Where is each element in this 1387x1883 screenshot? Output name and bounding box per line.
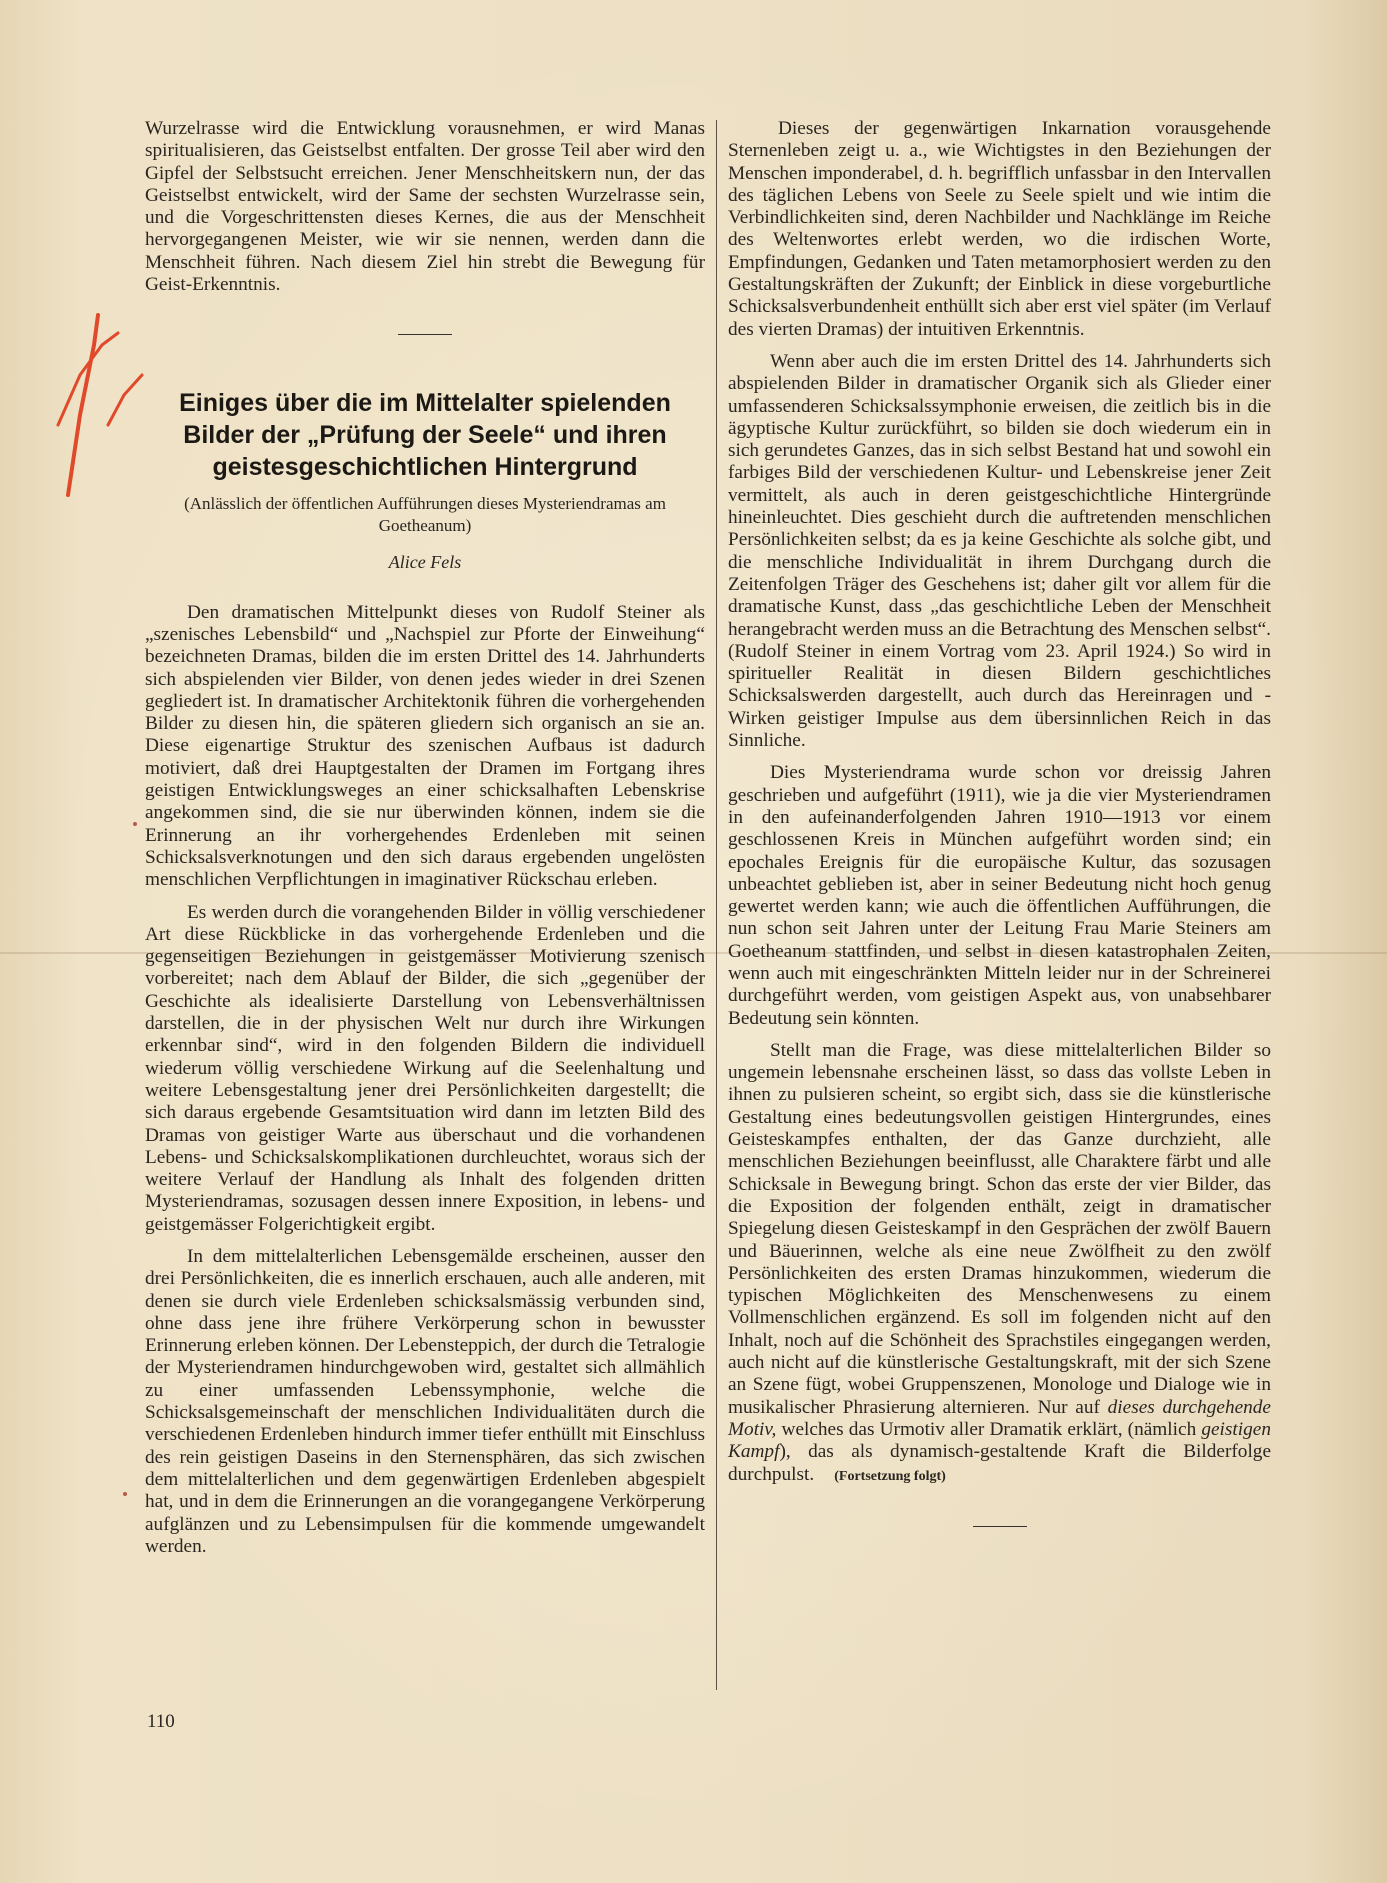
intro-paragraph: Wurzelrasse wird die Entwicklung vorausnehmen, er wird Manas spiritualisieren, das Geistselbst entfalten. Der grosse Teil aber wird den Gipfel der Selbstsucht erreichen. Jener Menschheitskern nun, der das Geistselbst entwickelt, wird der Same der sechsten Wurzelrasse sein, und die Vorgeschrittensten dieses Kernes, die aus der Menschheit hervorgegangenen Meister, wie wir sie nennen, werden dann die Menschheit führen. Nach diesem Ziel hin strebt die Bewegung für Geist-Erkenntnis. (145, 118, 705, 296)
left-column (145, 118, 705, 1558)
text-run: ), das als dynamisch-gestaltende Kraft die Bilderfolge durchpulst. (728, 1441, 1271, 1485)
red-pencil-mark (50, 305, 160, 505)
section-divider (398, 334, 452, 335)
article-author: Alice Fels (388, 552, 462, 573)
emphasis-kampf: geistigen Kampf (728, 1418, 1271, 1463)
continuation-note: (Fortsetzung folgt) (834, 1468, 946, 1484)
text-run: welches das Urmotiv aller Dramatik erklärt, (nämlich (781, 1418, 1197, 1440)
body-paragraph: Wenn aber auch die im ersten Drittel des 14. Jahrhunderts sich abspielenden Bilder in dramatischer Organik sich als Glieder einer umfassenderen Schicksalssymphonie erweisen, die zeitlich bis in die ägyptische Kultur zurückführt, so bilden sie doch wiederum ein in sich gerundetes Ganzes, das in sich selbst Bestand hat und sowohl ein farbiges Bild der verschiedenen Kultur- und Lebenskreise jener Zeit vermittelt, als auch in deren geistgeschichtliche Hintergründe hineinleuchtet. Dies geschieht durch die auftretenden menschlichen Persönlichkeiten selbst; da es ja keine Geschichte als solche gibt, und die menschliche Individualität in ihrem Durchgang durch die Zeitenfolgen Träger des Geschehens ist; daher gilt vor allem für die dramatische Kunst, dass „das geschichtliche Leben der Menschheit herangebracht werden muss an die Betrachtung des Menschen selbst“. (Rudolf Steiner in einem Vortrag vom 23. April 1924.) So wird in spiritueller Realität in diesen Bildern geschichtliches Schicksalswerden dargestellt, auch durch das Hereinragen und -Wirken geistiger Impulse aus dem übersinnlichen Reich in das Sinnliche. (728, 350, 1271, 752)
article-title: Einiges über die im Mittelalter spielenden Bilder der „Prüfung der Seele“ und ihren geistesgeschichtlichen Hintergrund (179, 389, 671, 482)
body-paragraph: Dieses der gegenwärtigen Inkarnation vorausgehende Sternenleben zeigt u. a., wie Wichtigstes in den Beziehungen der Menschen imponderabel, d. h. begrifflich unfassbar in den Intervallen des täglichen Lebens von Seele zu Seele spielt und wie intim die Verbindlichkeiten sind, deren Nachbilder und Nachklänge im Reiche des Weltenwortes erlebt werden, wo die irdischen Worte, Empfindungen, Gedanken und Taten metamorphosiert werden zu den Gestaltungskräften der Zukunft; der Einblick in diese vorgeburtliche Schicksalsverbundenheit enthüllt sich aber erst viel später (im Verlauf des vierten Dramas) der intuitiven Erkenntnis. (728, 118, 1271, 340)
article-subtitle: (Anlässlich der öffentlichen Aufführungen dieses Mysteriendramas am Goetheanum) (184, 494, 666, 536)
body-paragraph: Den dramatischen Mittelpunkt dieses von Rudolf Steiner als „szenisches Lebensbild“ und „Nachspiel zur Pforte der Einweihung“ bezeichneten Dramas, bilden die im ersten Drittel des 14. Jahrhunderts sich abspielenden vier Bilder, von denen jedes wieder in drei Szenen gegliedert ist. In dramatischer Architektonik führen die vorhergehenden Bilder zu diesen hin, die späteren gliedern sich organisch an sie an. Diese eigenartige Struktur des szenischen Aufbaus ist dadurch motiviert, daß drei Hauptgestalten der Dramen im Fortgang ihres geistigen Entwicklungsweges an einer schicksalhaften Lebenskrise angekommen sind, die sie nur überwinden können, indem sie die Erinnerung an ihr vorhergehendes Erdenleben mit seinen Schicksalsverknotungen und den sich daraus ergebenden ungelösten menschlichen Verpflichtungen in imaginativer Rückschau erleben. (145, 601, 705, 891)
body-paragraph-last (728, 1040, 1271, 1488)
text-run: Stellt man die Frage, was diese mittelalterlichen Bilder so ungemein lebensnahe erscheinen lässt, so dass das vollste Leben in ihnen zu pulsieren scheint, so ergibt sich, dass sie die künstlerische Gestaltung eines bedeutungsvollen geistigen Hintergrundes, eines Geisteskampfes enthalten, der das Ganze durchzieht, alle menschlichen Beziehungen beeinflusst, alle Charaktere färbt und alle Schicksale in Bewegung bringt. Schon das erste der vier Bilder, das die Exposition der folgenden enthält, zeigt in dramatischer Spiegelung diesen Geisteskampf in den Gesprächen der zwölf Bauern und Bäuerinnen, welche als eine neue Zwölfheit zu den zwölf Persönlichkeiten des ersten Dramas hinzukommen, wiederum die typischen Möglichkeiten des Menschenwesens zu einem Vollmenschlichen ergänzend. Es soll im folgenden nicht auf den Inhalt, noch auf die Schönheit des Sprachstiles eingegangen werden, auch nicht auf die künstlerische Gestaltungskraft, mit der sich Szene an Szene fügt, wobei Gruppenszenen, Monologe und Dialoge wie in musikalischer Phrasierung alternieren. Nur auf (728, 1039, 1271, 1418)
page-number: 110 (147, 1711, 175, 1732)
body-paragraph: Dies Mysteriendrama wurde schon vor dreissig Jahren geschrieben und aufgeführt (1911), wie ja die vier Mysteriendramen in den aufeinanderfolgenden Jahren 1910—1913 vor einem geschlossenen Kreis in München aufgeführt worden sind; ein epochales Ereignis für die europäische Kultur, das sozusagen unbeachtet geblieben ist, aber in seiner Bedeutung nicht hoch genug gewertet werden kann; wie auch die öffentlichen Aufführungen, die nun schon seit Jahren unter der Leitung Frau Marie Steiners am Goetheanum stattfinden, und selbst in diesen katastrophalen Zeiten, wenn auch mit eingeschränkten Mitteln leider nur in der Schreinerei durchgeführt werden, vom geistigen Aspekt aus, von unabsehbarer Bedeutung sein könnten. (728, 762, 1271, 1029)
end-divider (973, 1526, 1027, 1527)
body-paragraph: In dem mittelalterlichen Lebensgemälde erscheinen, ausser den drei Persönlichkeiten, die es innerlich erschauen, auch alle anderen, mit denen sie durch viele Erdenleben schicksalsmässig verbunden sind, ohne dass jene ihre frühere Verkörperung schon in bewusster Erinnerung erleben können. Der Lebensteppich, der durch die Tetralogie der Mysteriendramen hindurchgewoben wird, gestaltet sich allmählich zu einer umfassenden Lebenssymphonie, welche die Schicksalsgemeinschaft der menschlichen Individualitäten durch die verschiedenen Erdenleben hindurch immer tiefer enthüllt mit Einschluss des rein geistigen Daseins in den Sternensphären, das sich zwischen dem mittelalterlichen und dem gegenwärtigen Erdenleben abgespielt hat, und in dem die Erinnerungen an die vorangegangene Verkörperung aufglänzen und zu Lebensimpulsen für die kommende umgewandelt werden. (145, 1245, 705, 1557)
pencil-dot (133, 822, 137, 826)
emphasis-motiv: dieses durchgehende Motiv, (728, 1396, 1271, 1440)
pencil-dot (123, 1492, 127, 1496)
right-column (728, 118, 1271, 1527)
column-divider (716, 120, 717, 1690)
body-paragraph: Es werden durch die vorangehenden Bilder in völlig verschiedener Art diese Rückblicke in das vorhergehende Erdenleben und die gegenseitigen Beziehungen in geistgemässer Motivierung szenisch vorbereitet; nach dem Ablauf der Bilder, die sich „gegenüber der Geschichte als idealisierte Darstellung von Lebensverhältnissen darstellen, die in der physischen Welt nur durch ihre Wirkungen erkennbar sind“, wird in den folgenden Bildern die individuell wiederum völlig verschiedene Wirkung auf die Seelenhaltung und weitere Lebensgestaltung jener drei Persönlichkeiten dargestellt; die sich daraus ergebende Gesamtsituation wird dann im letzten Bild des Dramas von geistiger Warte aus überschaut und die vorhandenen Lebens- und Schicksalskomplikationen durchleuchtet, woraus sich der weitere Verlauf der Handlung als Inhalt des folgenden dritten Mysteriendramas, sozusagen dessen innere Exposition, in lebens- und geistgemässer Folgerichtigkeit ergibt. (145, 901, 705, 1235)
